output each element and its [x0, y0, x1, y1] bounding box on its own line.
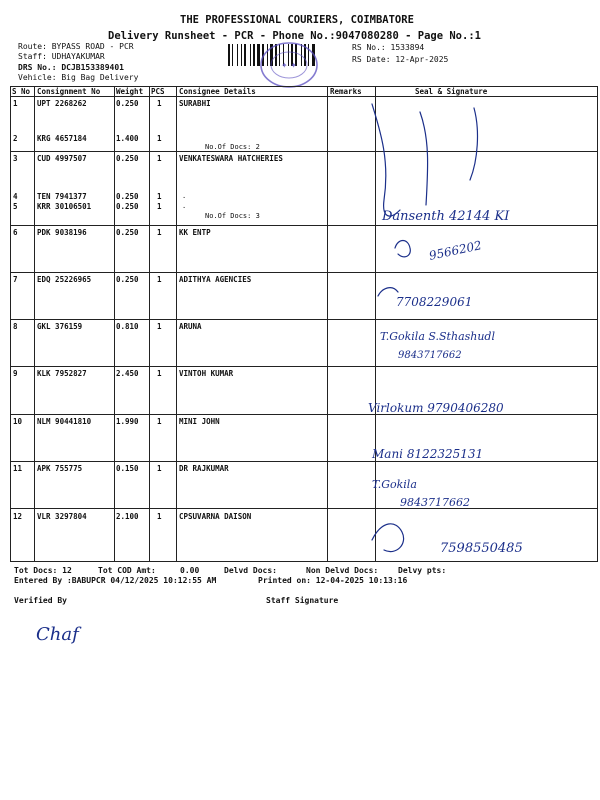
row-consignee: SURABHI: [179, 99, 211, 108]
row-pcs: 1: [157, 464, 162, 473]
row-weight: 2.100: [116, 512, 139, 521]
row-weight: 0.250: [116, 192, 139, 201]
dot-mark: .: [182, 202, 187, 210]
row-consignee: ARUNA: [179, 322, 202, 331]
signature-text: T.Gokila S.Sthashudl: [380, 330, 495, 343]
total-docs: Tot Docs: 12: [14, 566, 72, 575]
non-delivered-docs: Non Delvd Docs:: [306, 566, 379, 575]
col-remarks: Remarks: [330, 87, 362, 96]
row-sno: 1: [13, 99, 18, 108]
row-sno: 7: [13, 275, 18, 284]
vehicle-label: Vehicle: Big Bag Delivery: [18, 73, 139, 82]
row-sno: 2: [13, 134, 18, 143]
row-weight: 0.250: [116, 228, 139, 237]
row-sno: 6: [13, 228, 18, 237]
total-cod-label: Tot COD Amt:: [98, 566, 156, 575]
total-cod-value: 0.00: [180, 566, 200, 575]
rs-date: RS Date: 12-Apr-2025: [352, 55, 449, 64]
staff-label: Staff: UDHAYAKUMAR: [18, 52, 105, 61]
row-consignee: ADITHYA AGENCIES: [179, 275, 252, 284]
row-weight: 0.250: [116, 154, 139, 163]
signature-text: 7708229061: [396, 295, 473, 309]
delivered-docs: Delvd Docs:: [224, 566, 277, 575]
row-sno: 11: [13, 464, 23, 473]
signature-text: Dansenth 42144 KI: [382, 209, 510, 224]
row-sno: 4: [13, 192, 18, 201]
row-consignment: KRR 30106501: [37, 202, 92, 211]
row-pcs: 1: [157, 192, 162, 201]
row-consignment: VLR 3297804: [37, 512, 87, 521]
company-name: THE PROFESSIONAL COURIERS, COIMBATORE: [180, 14, 414, 26]
row-pcs: 1: [157, 228, 162, 237]
row-pcs: 1: [157, 275, 162, 284]
row-sno: 9: [13, 369, 18, 378]
signature-text: Mani 8122325131: [372, 447, 484, 461]
row-consignment: NLM 90441810: [37, 417, 92, 426]
row-sno: 8: [13, 322, 18, 331]
signature-text: 7598550485: [440, 541, 523, 556]
row-pcs: 1: [157, 99, 162, 108]
row-consignment: CUD 4997507: [37, 154, 87, 163]
dot-mark: .: [182, 192, 187, 200]
row-consignee: VENKATESWARA HATCHERIES: [179, 154, 283, 163]
row-weight: 0.250: [116, 275, 139, 284]
row-consignment: PDK 9038196: [37, 228, 87, 237]
row-sno: 3: [13, 154, 18, 163]
row-pcs: 1: [157, 512, 162, 521]
col-sno: S No: [12, 87, 31, 96]
signature-text: 9843717662: [398, 350, 462, 361]
row-consignee: DR RAJKUMAR: [179, 464, 229, 473]
row-pcs: 1: [157, 202, 162, 211]
verified-signature: Chaf: [36, 624, 79, 645]
row-consignment: APK 755775: [37, 464, 83, 473]
signature-text: 9566202: [427, 238, 483, 263]
row-weight: 0.810: [116, 322, 139, 331]
verified-by-label: Verified By: [14, 596, 67, 605]
row-consignment: EDQ 25226965: [37, 275, 92, 284]
col-consignment: Consignment No: [37, 87, 101, 96]
col-pcs: PCS: [151, 87, 165, 96]
row-consignment: GKL 376159: [37, 322, 83, 331]
row-consignee: CPSUVARNA DAISON: [179, 512, 252, 521]
row-consignment: TEN 7941377: [37, 192, 87, 201]
signature-text: 9843717662: [400, 496, 470, 509]
col-consignee: Consignee Details: [179, 87, 256, 96]
row-consignment: KRG 4657184: [37, 134, 87, 143]
row-weight: 1.990: [116, 417, 139, 426]
row-consignee: VINTOH KUMAR: [179, 369, 234, 378]
docs-count: No.Of Docs: 3: [205, 212, 260, 220]
row-sno: 10: [13, 417, 23, 426]
row-weight: 2.450: [116, 369, 139, 378]
svg-text:✦ ✦: ✦ ✦: [281, 61, 297, 70]
row-consignee: MINI JOHN: [179, 417, 220, 426]
signature-text: Virlokum 9790406280: [368, 401, 504, 415]
row-consignment: UPT 2268262: [37, 99, 87, 108]
row-pcs: 1: [157, 417, 162, 426]
route-label: Route: BYPASS ROAD - PCR: [18, 42, 134, 51]
entered-by: Entered By :BABUPCR 04/12/2025 10:12:55 AM: [14, 576, 217, 585]
delivery-points: Delvy pts:: [398, 566, 447, 575]
row-pcs: 1: [157, 154, 162, 163]
row-consignee: KK ENTP: [179, 228, 211, 237]
row-pcs: 1: [157, 369, 162, 378]
row-weight: 1.400: [116, 134, 139, 143]
row-consignment: KLK 7952827: [37, 369, 87, 378]
row-pcs: 1: [157, 134, 162, 143]
docs-count: No.Of Docs: 2: [205, 143, 260, 151]
row-pcs: 1: [157, 322, 162, 331]
row-sno: 5: [13, 202, 18, 211]
signature-text: T.Gokila: [372, 478, 417, 491]
runsheet-title: Delivery Runsheet - PCR - Phone No.:9047080280 - Page No.:1: [108, 30, 481, 42]
row-weight: 0.250: [116, 99, 139, 108]
printed-on: Printed on: 12-04-2025 10:13:16: [258, 576, 408, 585]
row-sno: 12: [13, 512, 23, 521]
col-seal-signature: Seal & Signature: [415, 87, 488, 96]
row-weight: 0.150: [116, 464, 139, 473]
drs-number: DRS No.: DCJB153389401: [18, 63, 124, 72]
staff-signature-label: Staff Signature: [266, 596, 339, 605]
col-weight: Weight: [116, 87, 144, 96]
row-weight: 0.250: [116, 202, 139, 211]
rs-number: RS No.: 1533894: [352, 43, 425, 52]
